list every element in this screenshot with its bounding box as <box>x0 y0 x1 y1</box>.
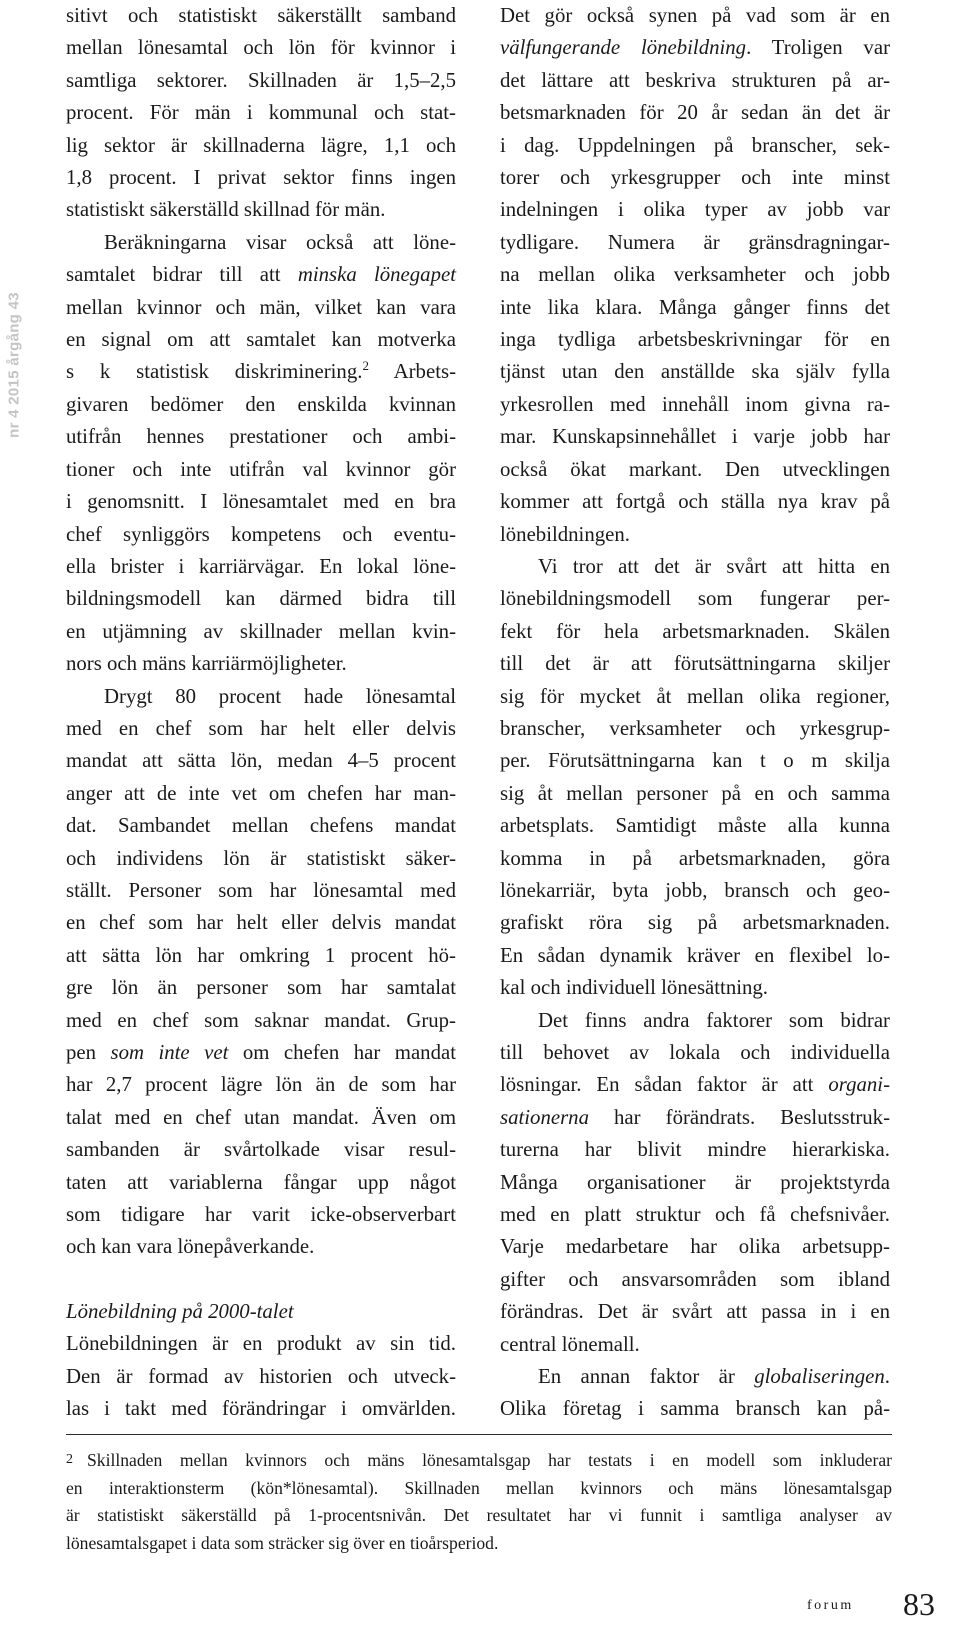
footnote-ref: 2 <box>362 358 369 374</box>
text-line: en utjämning av skillnader mellan kvin- <box>66 619 456 643</box>
text-line: komma in på arbetsmarknaden, göra <box>500 846 890 870</box>
text-line: nors och mäns karriärmöjligheter. <box>66 652 347 676</box>
text-line: En annan faktor är globaliseringen. <box>538 1365 890 1389</box>
text-line: givaren bedömer den enskilda kvinnan <box>66 392 456 416</box>
text-line: bildningsmodell kan därmed bidra till <box>66 587 456 611</box>
text-line: i dag. Uppdelningen på branscher, sek- <box>500 133 890 157</box>
section-heading: Lönebildning på 2000-talet <box>66 1299 294 1323</box>
text-line: utifrån hennes prestationer och ambi- <box>66 425 456 449</box>
text-line: mellan kvinnor och män, vilket kan vara <box>66 295 456 319</box>
text-line: tydligare. Numera är gränsdragningar- <box>500 230 890 254</box>
text-line: lönekarriär, byta jobb, bransch och geo- <box>500 878 890 902</box>
text-line: kal och individuell lönesättning. <box>500 976 769 1000</box>
right-column <box>500 0 890 1426</box>
text-line: mandat att sätta lön, medan 4–5 procent <box>66 749 456 773</box>
section-gap <box>66 1264 456 1296</box>
text-line: indelningen i olika typer av jobb var <box>500 198 890 222</box>
text-line: En sådan dynamik kräver en flexibel lo- <box>500 943 890 967</box>
text-line: i genomsnitt. I lönesamtalet med en bra <box>66 490 456 514</box>
text-line: också ökat markant. Den utvecklingen <box>500 457 890 481</box>
text-line: arbetsplats. Samtidigt måste alla kunna <box>500 814 890 838</box>
left-column <box>66 0 456 1425</box>
text-line: Många organisationer är projektstyrda <box>500 1170 890 1194</box>
text-line: Olika företag i samma bransch kan på- <box>500 1397 890 1421</box>
text-line: med en chef som har helt eller delvis <box>66 716 456 740</box>
text-line: inga tydliga arbetsbeskrivningar för en <box>500 328 890 352</box>
text-line: central lönemall. <box>500 1332 640 1356</box>
journal-name: forum <box>807 1598 854 1613</box>
text-line: att sätta lön har omkring 1 procent hö- <box>66 943 456 967</box>
text-line: grafiskt röra sig på arbetsmarknaden. <box>500 911 890 935</box>
text-line: samtliga sektorer. Skillnaden är 1,5–2,5 <box>66 68 456 92</box>
text-line: som tidigare har varit icke-observerbart <box>66 1203 456 1227</box>
text-line: Varje medarbetare har olika arbetsupp- <box>500 1235 890 1259</box>
text-line: Vi tror att det är svårt att hitta en <box>538 554 890 578</box>
text-line: en chef som har helt eller delvis mandat <box>66 911 456 935</box>
emphasis: som inte vet <box>110 1041 229 1064</box>
text-line: förändras. Det är svårt att passa in i en <box>500 1300 890 1324</box>
text-line: Beräkningarna visar också att löne- <box>104 230 456 254</box>
text-line: ställt. Personer som har lönesamtal med <box>66 878 456 902</box>
text-line: tioner och inte utifrån val kvinnor gör <box>66 457 456 481</box>
issue-label: nr 4 2015 årgång 43 <box>5 291 23 438</box>
text-line: det lättare att beskriva strukturen på ar- <box>500 68 890 92</box>
footnote-divider <box>66 1434 892 1435</box>
text-line: turerna har blivit mindre hierarkiska. <box>500 1138 890 1162</box>
text-line: dat. Sambandet mellan chefens mandat <box>66 814 456 838</box>
footnote-line: lönesamtalsgapet i data som sträcker sig över en tioårsperiod. <box>66 1532 499 1553</box>
text-line: sig för mycket åt mellan olika regioner, <box>500 684 890 708</box>
text-line: per. Förutsättningarna kan t o m skilja <box>500 749 890 773</box>
footnote <box>66 1446 892 1557</box>
text-line: pen som inte vet om chefen har mandat <box>66 1041 456 1064</box>
text-line: tjänst utan den anställde ska själv fylla <box>500 360 890 384</box>
text-line: inte lika klara. Många gånger finns det <box>500 295 890 319</box>
text-line: välfungerande lönebildning. Troligen var <box>500 36 890 60</box>
emphasis: välfungerande lönebildning <box>500 36 747 60</box>
text-line: lönebildningsmodell som fungerar per- <box>500 587 890 611</box>
text-line: lig sektor är skillnaderna lägre, 1,1 och <box>66 133 456 157</box>
text-line: en signal om att samtalet kan motverka <box>66 328 456 352</box>
text-line: las i takt med förändringar i omvärlden. <box>66 1397 456 1421</box>
emphasis: sationerna <box>500 1105 589 1129</box>
text-line: procent. För män i kommunal och stat- <box>66 101 456 125</box>
text-line: chef synliggörs kompetens och eventu- <box>66 522 456 546</box>
page-number: 83 <box>903 1586 935 1622</box>
text-line: med en chef som saknar mandat. Grup- <box>66 1008 456 1032</box>
text-line: lönebildningen. <box>500 522 630 546</box>
text-line: till behovet av lokala och individuella <box>500 1041 890 1064</box>
text-line: samtalet bidrar till att minska lönegapet <box>66 263 456 287</box>
text-line: gre lön än personer som har samtalat <box>66 976 456 1000</box>
text-line: sationerna har förändrats. Beslutsstruk- <box>500 1105 890 1129</box>
text-line: talat med en chef utan mandat. Även om <box>66 1105 456 1129</box>
text-line: sig åt mellan personer på en och samma <box>500 781 890 805</box>
text-line: ella brister i karriärvägar. En lokal löne- <box>66 554 456 578</box>
text-line: betsmarknaden för 20 år sedan än det är <box>500 101 890 125</box>
emphasis: globaliseringen <box>754 1365 885 1389</box>
footnote-line: 2 Skillnaden mellan kvinnors och mäns lönesamtalsgap har testats i en modell som inkluderar <box>66 1450 892 1470</box>
text-line: branscher, verksamheter och yrkesgrup- <box>500 716 890 740</box>
text-line: mar. Kunskapsinnehållet i varje jobb har <box>500 425 890 449</box>
text-line: Drygt 80 procent hade lönesamtal <box>104 684 456 708</box>
text-line: yrkesrollen med innehåll inom givna ra- <box>500 392 890 416</box>
emphasis: organi- <box>828 1073 890 1097</box>
issue-sidebar <box>4 272 24 457</box>
text-line: 1,8 procent. I privat sektor finns ingen <box>66 166 456 190</box>
text-line: mellan lönesamtal och lön för kvinnor i <box>66 36 456 60</box>
footnote-number: 2 <box>66 1452 73 1467</box>
text-line: Det gör också synen på vad som är en <box>500 4 890 27</box>
text-line: s k statistisk diskriminering.$^2$ Arbets- <box>66 358 456 384</box>
text-line: taten att variablerna fångar upp något <box>66 1170 456 1194</box>
text-line: Den är formad av historien och utveck- <box>66 1364 456 1388</box>
text-line: gifter och ansvarsområden som ibland <box>500 1267 890 1291</box>
text-line: torer och yrkesgrupper och inte minst <box>500 166 890 190</box>
text-line: och individens lön är statistiskt säker- <box>66 846 456 870</box>
text-line: lösningar. En sådan faktor är att organi- <box>500 1073 890 1097</box>
footnote-line: en interaktionsterm (kön*lönesamtal). Skillnaden mellan kvinnors och mäns lönesamtalsgap <box>66 1477 892 1498</box>
text-line: och kan vara lönepåverkande. <box>66 1235 315 1259</box>
text-line: fekt för hela arbetsmarknaden. Skälen <box>500 619 890 643</box>
text-line: sambanden är svårtolkade visar resul- <box>66 1138 456 1162</box>
text-line: Lönebildningen är en produkt av sin tid. <box>66 1332 456 1356</box>
text-line: med en platt struktur och få chefsnivåer. <box>500 1203 890 1227</box>
text-line: Det finns andra faktorer som bidrar <box>538 1008 890 1032</box>
text-line: statistiskt säkerställd skillnad för män. <box>66 198 386 222</box>
text-line: anger att de inte vet om chefen har man- <box>66 781 456 805</box>
text-line: till det är att förutsättningarna skiljer <box>500 652 890 676</box>
text-line: har 2,7 procent lägre lön än de som har <box>66 1073 456 1097</box>
text-line: na mellan olika verksamheter och jobb <box>500 263 890 287</box>
emphasis: minska lönegapet <box>297 263 456 287</box>
text-line: sitivt och statistiskt säkerställt samband <box>66 4 456 27</box>
text-line: kommer att fortgå och ställa nya krav på <box>500 490 890 514</box>
footnote-line: är statistiskt säkerställd på 1-procentsnivån. Det resultatet har vi funnit i samtliga analyser av <box>66 1505 892 1525</box>
